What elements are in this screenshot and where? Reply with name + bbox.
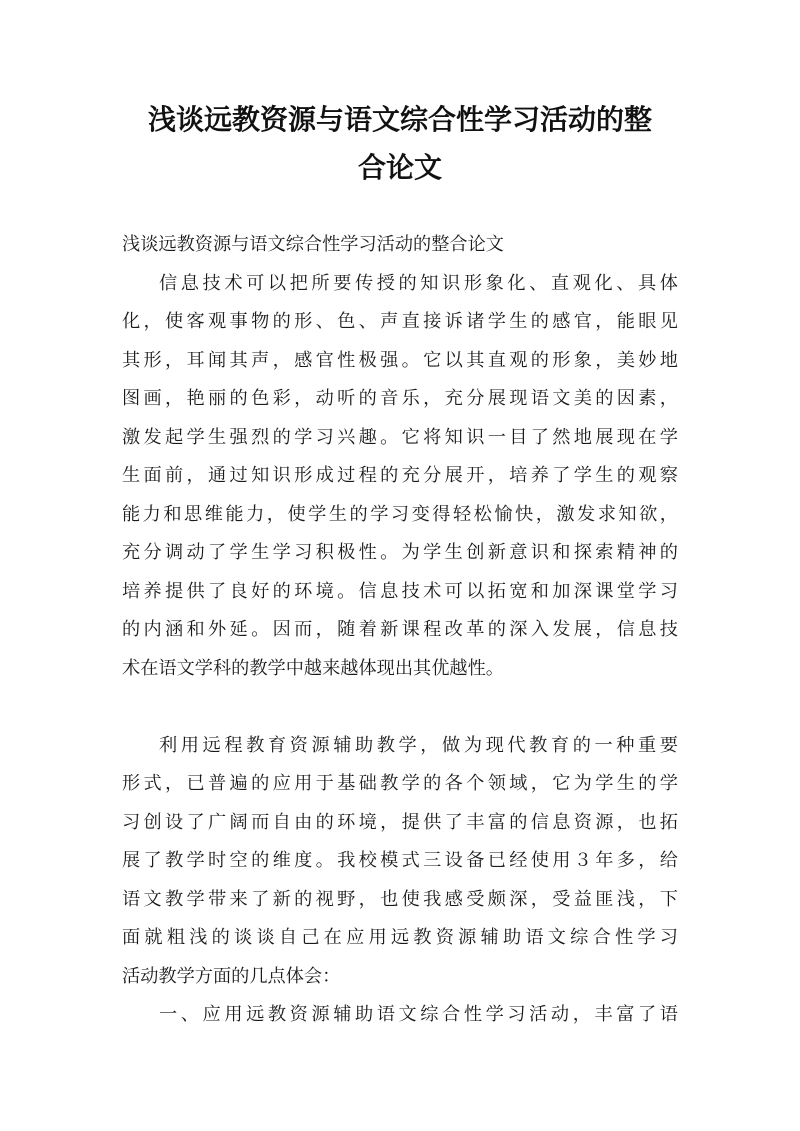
document-title (110, 96, 690, 192)
title-line: 合论文 (357, 151, 442, 184)
text-line: 利用远程教育资源辅助教学，做为现代教育的一种重要 (159, 734, 678, 756)
text-line: 习创设了广阔而自由的环境，提供了丰富的信息资源，也拓 (122, 811, 678, 833)
paragraph-3 (122, 996, 678, 1035)
text-line: 形式，已普遍的应用于基础教学的各个领域，它为学生的学 (122, 773, 678, 794)
text-line: 激发起学生强烈的学习兴趣。它将知识一目了然地展现在学 (122, 426, 678, 448)
paragraph-1 (122, 265, 678, 689)
document-subtitle: 浅谈远教资源与语文综合性学习活动的整合论文 (122, 234, 504, 255)
title-line: 浅谈远教资源与语文综合性学习活动的整 (147, 103, 652, 136)
text-line: 能力和思维能力，使学生的学习变得轻松愉快，激发求知欲， (122, 503, 678, 525)
text-line: 展了教学时空的维度。我校模式三设备已经使用３年多，给 (122, 850, 678, 871)
text-line: 一、应用远教资源辅助语文综合性学习活动，丰富了语 (159, 1004, 678, 1025)
text-line: 化，使客观事物的形、色、声直接诉诸学生的感官，能眼见 (122, 311, 678, 332)
text-line: 充分调动了学生学习积极性。为学生创新意识和探索精神的 (122, 542, 678, 563)
text-line: 信息技术可以把所要传授的知识形象化、直观化、具体 (159, 272, 678, 294)
text-line: 图画，艳丽的色彩，动听的音乐，充分展现语文美的因素， (122, 388, 678, 409)
text-line: 语文教学带来了新的视野，也使我感受颇深，受益匪浅，下 (122, 888, 678, 910)
paragraph-gap (122, 688, 678, 727)
text-line: 培养提供了良好的环境。信息技术可以拓宽和加深课堂学习 (122, 580, 678, 602)
text-line: 其形，耳闻其声，感官性极强。它以其直观的形象，美妙地 (122, 349, 678, 371)
text-line: 活动教学方面的几点体会： (122, 965, 341, 987)
text-line: 生面前，通过知识形成过程的充分展开，培养了学生的观察 (122, 465, 678, 486)
document-body (122, 226, 678, 1035)
text-line: 术在语文学科的教学中越来越体现出其优越性。 (122, 657, 504, 679)
text-line: 的内涵和外延。因而，随着新课程改革的深入发展，信息技 (122, 619, 678, 640)
paragraph-2 (122, 727, 678, 997)
text-line: 面就粗浅的谈谈自己在应用远教资源辅助语文综合性学习 (122, 927, 678, 948)
